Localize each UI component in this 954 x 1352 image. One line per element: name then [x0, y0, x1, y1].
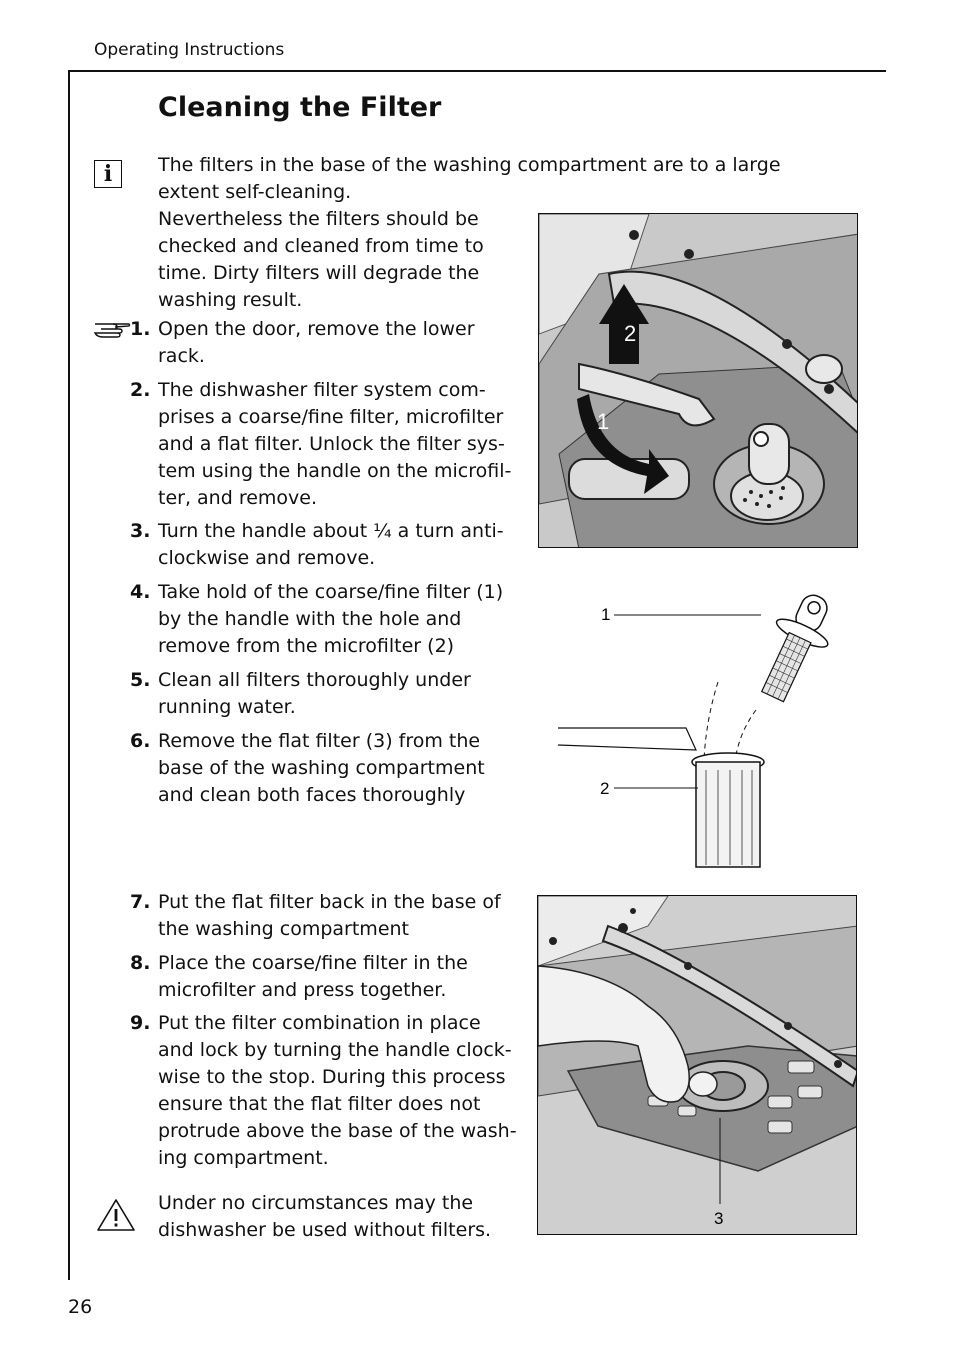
step-line: ensure that the flat filter does not	[158, 1093, 481, 1115]
intro-line: The filters in the base of the washing compartment are to a large	[158, 154, 781, 176]
step-line: and a flat filter. Unlock the filter sys-	[158, 433, 505, 455]
step-line: and lock by turning the handle clock-	[158, 1039, 512, 1061]
step-line: the washing compartment	[158, 918, 409, 940]
pointing-hand-icon	[93, 318, 131, 340]
step-line: tem using the handle on the microfil-	[158, 460, 512, 482]
callout-microfilter: 2	[600, 779, 610, 798]
warning-line: dishwasher be used without filters.	[158, 1219, 492, 1241]
step-1	[130, 316, 533, 370]
arrow-turn-label: 1	[597, 409, 610, 434]
step-line: base of the washing compartment	[158, 757, 485, 779]
margin-rule	[68, 70, 70, 1280]
step-8	[130, 950, 533, 1004]
step-line: protrude above the base of the wash-	[158, 1120, 517, 1142]
step-line: Take hold of the coarse/fine filter (1)	[158, 581, 504, 603]
step-line: Put the flat filter back in the base of	[158, 891, 501, 913]
step-number: 1.	[130, 318, 151, 340]
header-rule	[68, 70, 886, 72]
step-2	[130, 377, 533, 512]
step-7	[130, 889, 533, 943]
step-line: wise to the stop. During this process	[158, 1066, 506, 1088]
warning-text	[158, 1190, 533, 1244]
step-line: Remove the flat filter (3) from the	[158, 730, 481, 752]
step-line: ing compartment.	[158, 1147, 329, 1169]
step-line: microfilter and press together.	[158, 979, 447, 1001]
step-line: Place the coarse/fine filter in the	[158, 952, 468, 974]
step-line: remove from the microfilter (2)	[158, 635, 455, 657]
page-title: Cleaning the Filter	[158, 92, 442, 123]
filter-refit-drawing	[538, 896, 857, 1235]
step-number: 6.	[130, 730, 151, 752]
step-line: The dishwasher filter system com-	[158, 379, 486, 401]
step-line: and clean both faces thoroughly	[158, 784, 466, 806]
step-number: 3.	[130, 520, 151, 542]
running-header: Operating Instructions	[94, 40, 285, 60]
filter-removal-illustration	[538, 213, 858, 548]
step-line: Turn the handle about ¼ a turn anti-	[158, 520, 504, 542]
step-line: prises a coarse/fine filter, microfilter	[158, 406, 504, 428]
warning-line: Under no circumstances may the	[158, 1192, 474, 1214]
step-number: 5.	[130, 669, 151, 691]
step-4	[130, 579, 533, 660]
step-line: ter, and remove.	[158, 487, 318, 509]
step-number: 8.	[130, 952, 151, 974]
intro-line: checked and cleaned from time to	[158, 235, 484, 257]
step-line: Open the door, remove the lower	[158, 318, 475, 340]
step-line: Clean all filters thoroughly under	[158, 669, 471, 691]
step-number: 4.	[130, 581, 151, 603]
step-number: 2.	[130, 379, 151, 401]
step-line: Put the filter combination in place	[158, 1012, 481, 1034]
step-line: rack.	[158, 345, 205, 367]
step-9	[130, 1010, 533, 1172]
intro-line: Nevertheless the filters should be	[158, 208, 479, 230]
intro-line: time. Dirty filters will degrade the	[158, 262, 480, 284]
page-number: 26	[68, 1296, 93, 1318]
step-6	[130, 728, 533, 809]
filter-removal-drawing	[539, 214, 858, 548]
step-number: 7.	[130, 891, 151, 913]
step-number: 9.	[130, 1012, 151, 1034]
filter-parts-drawing	[556, 580, 856, 880]
filter-parts-illustration	[556, 580, 856, 880]
callout-coarse-filter: 1	[601, 605, 611, 624]
warning-triangle-icon	[96, 1198, 136, 1232]
step-3	[130, 518, 533, 572]
intro-line: washing result.	[158, 289, 303, 311]
filter-refit-illustration	[537, 895, 857, 1235]
intro-line: extent self-cleaning.	[158, 181, 352, 203]
callout-flat-filter: 3	[714, 1209, 724, 1228]
step-5	[130, 667, 533, 721]
arrow-up-label: 2	[624, 321, 637, 346]
step-line: clockwise and remove.	[158, 547, 376, 569]
info-icon: i	[94, 160, 122, 188]
step-line: running water.	[158, 696, 296, 718]
step-line: by the handle with the hole and	[158, 608, 462, 630]
